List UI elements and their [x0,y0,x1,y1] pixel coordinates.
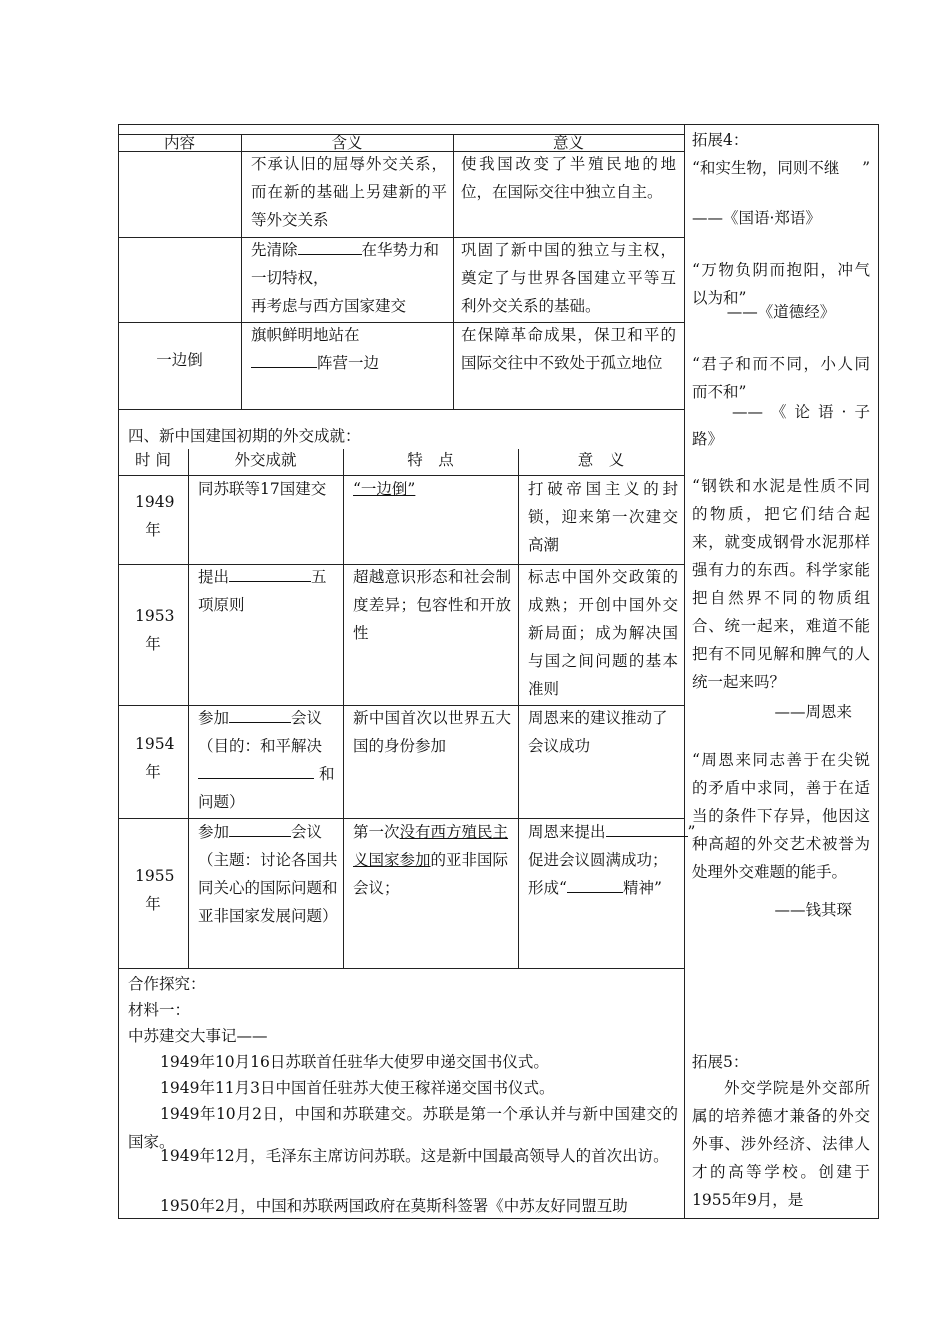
significance-text-b: ” [687,823,696,841]
fill-blank[interactable] [298,236,362,255]
quote2: “万物负阴而抱阳，冲气以为和” [692,261,870,307]
achievement-text-d: 和 [318,765,335,783]
cooperation-title: 合作探究： [128,975,206,993]
table1-row3-significance: 在保障革命成果，保卫和平的国际交往中不致处于孤立地位 [461,326,676,372]
material-label: 材料一： [128,1001,191,1019]
significance-1955 [528,818,698,902]
year-1955: 1955年 [135,867,175,913]
significance-text-c: 促进会议圆满成功； [528,851,668,869]
fill-blank[interactable] [198,760,314,779]
table1-row2-meaning [251,236,451,320]
quote4: “钢铁和水泥是性质不同的物质，把它们结合起来，就变成钢骨水泥那样强有力的东西。科学家能把自然界不同的物质组合、统一起来，难道不能把有不同见解和脾气的人统一起来吗？ [692,477,870,691]
year-1953: 1953年 [135,607,175,653]
meaning-text-a: 先清除 [251,241,298,259]
meaning-text-a: 旗帜鲜明地站在 [251,326,360,344]
quote4-source: ——周恩来 [774,703,852,721]
achievement-text-a: 参加 [198,709,230,727]
achievement-text-a: 提出 [198,568,230,586]
table2-header-feature: 特 点 [407,451,454,469]
feature-text-b: 没有西方殖民主义国家参加 [353,823,509,869]
table2-col-line-1 [188,449,189,968]
quote5-source: ——钱其琛 [774,901,852,919]
achievement-1955 [198,818,340,930]
extension5-text: 外交学院是外交部所属的培养德才兼备的外交外事、涉外经济、法律人才的高等学校。创建于1955年9月，是 [692,1079,870,1209]
table1-row3-meaning [251,321,451,377]
feature-1954: 新中国首次以世界五大国的身份参加 [353,709,511,755]
fill-blank[interactable] [251,349,317,368]
table1-row2-significance: 巩固了新中国的独立与主权，奠定了与世界各国建立平等互利外交关系的基础。 [461,241,676,315]
feature-1955 [353,818,513,902]
extension5-title: 拓展5： [692,1053,749,1071]
significance-text-d: 形成“ [528,879,567,897]
significance-1949: 打破帝国主义的封锁，迎来第一次建交高潮 [528,480,678,554]
achievement-text-b: 五项原则 [198,568,327,614]
significance-1954: 周恩来的建议推动了会议成功 [528,709,668,755]
extension4-title: 拓展4： [692,131,749,149]
list-item: 1949年11月3日中国首任驻苏大使王稼祥递交国书仪式。 [160,1079,555,1097]
material-heading: 中苏建交大事记—— [128,1027,268,1045]
quote3-source-a: ——《论语·子 [732,403,870,421]
list-item: 1949年12月，毛泽东主席访问苏联。这是新中国最高领导人的首次出访。 [160,1147,669,1165]
significance-text-e: 精神” [622,879,662,897]
fill-blank[interactable] [229,563,311,582]
quote3: “君子和而不同，小人同而不和” [692,355,870,401]
achievement-text-c: （主题：讨论各国共同关心的国际问题和亚非国家发展问题） [198,851,338,925]
table2-header-significance: 意 义 [577,451,625,469]
quote1-source: ——《国语·郑语》 [692,209,821,227]
list-item: 1949年10月16日苏联首任驻华大使罗申递交国书仪式。 [160,1053,549,1071]
table1-row1-significance: 使我国改变了半殖民地的地位，在国际交往中独立自主。 [461,155,676,201]
list-item: 1950年2月，中国和苏联两国政府在莫斯科签署《中苏友好同盟互助 [160,1197,628,1215]
quote1-text: “和实生物，同则不继 [692,159,840,177]
feature-text-a: 第一次 [353,823,400,841]
feature-1953: 超越意识形态和社会制度差异；包容性和开放性 [353,568,511,642]
list-item: 1949年10月2日，中国和苏联建交。苏联是第一个承认并与新中国建交的国家。 [128,1105,678,1151]
year-1954: 1954年 [135,735,175,781]
meaning-text-b: 阵营一边 [317,354,380,372]
quote1-close: ” [862,159,870,177]
sidebar-divider [684,124,685,1219]
table2-header-time: 时 间 [135,451,171,469]
fill-blank[interactable] [229,818,291,837]
table2-bottom-line [118,968,684,969]
quote2-source: ——《道德经》 [726,303,836,321]
table1-bottom-line [118,409,684,410]
feature-text-c: 的亚非国际会议； [353,851,509,897]
table2-col-line-3 [518,449,519,968]
significance-1953: 标志中国外交政策的成熟；开创中国外交新局面；成为解决国与国之间问题的基本准则 [528,568,678,698]
table2-col-line-2 [343,449,344,968]
fill-blank[interactable] [606,818,688,837]
section4-title: 四、新中国建国初期的外交成就： [128,427,361,445]
meaning-text-c: 再考虑与西方国家建交 [251,297,407,315]
table1-header-meaning: 含义 [331,134,363,152]
achievement-text-e: 问题） [198,793,245,811]
quote3-source-b: 路》 [692,430,724,448]
fill-blank[interactable] [229,704,291,723]
fill-blank[interactable] [567,874,623,893]
achievement-text-a: 参加 [198,823,230,841]
significance-text-a: 周恩来提出 [528,823,606,841]
table2-header-achievement: 外交成就 [234,451,297,469]
table1-col-line-1 [241,134,242,409]
quote1 [692,154,870,182]
year-1949: 1949年 [135,493,175,539]
meaning-text-b: 在华势力和一切特权， [251,241,440,287]
feature-1949: “一边倒” [353,480,416,498]
table1-col-line-2 [453,134,454,409]
achievement-text-b: 会议 [291,709,323,727]
achievement-1949: 同苏联等17国建交 [198,480,327,498]
achievement-text-b: 会议 [291,823,323,841]
table1-header-significance: 意义 [552,134,584,152]
quote5: “周恩来同志善于在尖锐的矛盾中求同，善于在适当的条件下存异，他因这种高超的外交艺术被誉为处理外交难题的能手。 [692,751,870,881]
achievement-text-c: （目的：和平解决 [198,737,323,755]
table1-row3-content: 一边倒 [156,351,203,369]
table1-row1-meaning: 不承认旧的屈辱外交关系，而在新的基础上另建新的平等外交关系 [251,155,447,229]
quote3-source [692,398,870,426]
table1-header-content: 内容 [163,134,195,152]
achievement-1954 [198,704,340,816]
achievement-1953 [198,563,340,619]
